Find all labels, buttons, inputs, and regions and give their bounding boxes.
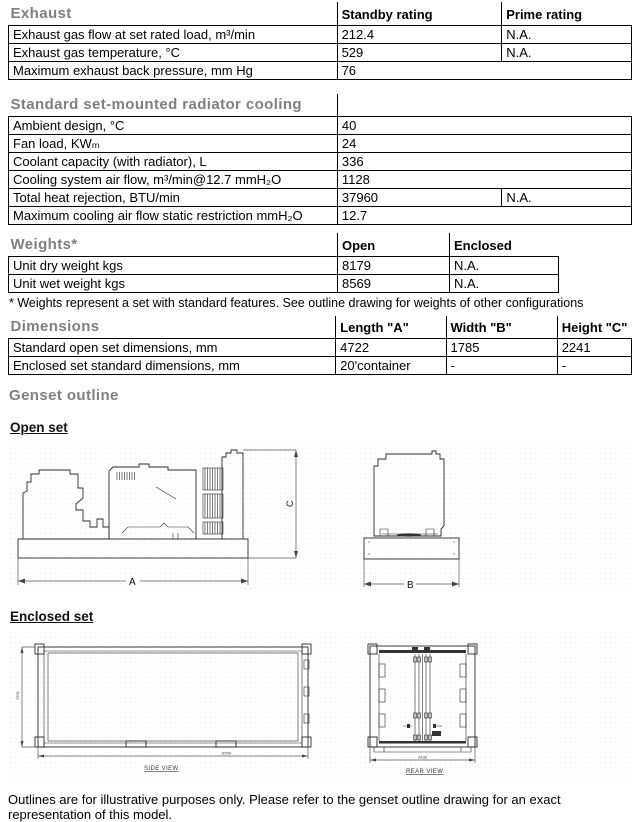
table-dimensions bbox=[8, 316, 632, 376]
radiator-hatch-1 bbox=[205, 468, 220, 490]
column-header: Enclosed bbox=[450, 233, 559, 256]
rear-width-arrow-left bbox=[370, 759, 376, 762]
dim-a-label: A bbox=[129, 577, 136, 588]
table-row bbox=[9, 25, 632, 43]
skid-base bbox=[18, 539, 248, 558]
radiator-hatch-2 bbox=[205, 494, 220, 518]
open-set-end-view-drawing bbox=[352, 441, 482, 593]
column-header: Standby rating bbox=[337, 2, 502, 25]
canopy-vent-hatch bbox=[117, 472, 135, 480]
enclosed-side-view-drawing bbox=[8, 630, 328, 782]
open-set-drawings bbox=[8, 441, 632, 593]
housing-outline bbox=[222, 450, 243, 539]
row-label: Exhaust gas temperature, °C bbox=[9, 43, 338, 61]
row-value: N.A. bbox=[502, 43, 632, 61]
row-value: - bbox=[557, 357, 631, 375]
table-row bbox=[9, 256, 559, 274]
row-label: Cooling system air flow, m³/min@12.7 mmH₂O bbox=[9, 171, 338, 189]
row-value: 2241 bbox=[557, 339, 631, 357]
table-row bbox=[9, 61, 632, 79]
corner-fitting bbox=[35, 644, 44, 654]
dimensions-table-host bbox=[8, 316, 632, 376]
handle-lug bbox=[433, 724, 436, 728]
weights-table-host bbox=[8, 233, 632, 293]
canopy-detail bbox=[122, 487, 194, 539]
side-height-dim-label: 2591 bbox=[15, 691, 20, 700]
bottom-rail bbox=[379, 741, 466, 744]
row-value: 76 bbox=[337, 61, 631, 79]
door-plate bbox=[432, 731, 441, 736]
corner-fitting bbox=[468, 644, 477, 654]
row-label: Fan load, KWₘ bbox=[9, 135, 338, 153]
table-row bbox=[9, 357, 632, 375]
row-label: Total heat rejection, BTU/min bbox=[9, 189, 338, 207]
side-height-arrow-top bbox=[21, 647, 24, 653]
column-header: Length "A" bbox=[336, 316, 446, 339]
row-label: Enclosed set standard dimensions, mm bbox=[9, 357, 336, 375]
container-inner-panel bbox=[48, 653, 298, 741]
door-header-mark bbox=[424, 647, 430, 651]
post-bracket bbox=[460, 689, 466, 702]
column-header: Prime rating bbox=[502, 2, 632, 25]
corner-fitting bbox=[368, 644, 377, 654]
column-header: Open bbox=[338, 233, 450, 256]
column-header: Width "B" bbox=[446, 316, 557, 339]
weights-footnote: * Weights represent a set with standard features. See outline drawing for weights of other configurations bbox=[9, 295, 584, 310]
side-view-caption: SIDE VIEW bbox=[144, 766, 179, 772]
corner-fitting bbox=[302, 737, 311, 747]
container-rails bbox=[44, 651, 302, 743]
footer-note: Outlines are for illustrative purposes only. Please refer to the genset outline drawing for an exact representation of this model. bbox=[8, 792, 561, 822]
corner-fitting bbox=[468, 737, 477, 747]
end-view-body bbox=[374, 451, 444, 536]
fork-pocket bbox=[126, 741, 146, 747]
row-value: 1128 bbox=[337, 171, 631, 189]
row-label: Ambient design, °C bbox=[9, 117, 338, 135]
row-value: - bbox=[446, 357, 557, 375]
door-lock-rods bbox=[415, 654, 430, 741]
side-length-dim bbox=[38, 747, 308, 759]
side-length-dim-label: 6058 bbox=[222, 750, 231, 756]
row-value: 336 bbox=[337, 153, 631, 171]
row-value: 12.7 bbox=[337, 207, 631, 225]
rear-view-caption: REAR VIEW bbox=[406, 769, 444, 775]
table-row bbox=[9, 171, 632, 189]
table-row bbox=[9, 117, 632, 135]
corner-fitting bbox=[35, 737, 44, 747]
door-header-mark bbox=[412, 647, 418, 651]
dim-b-arrow-left bbox=[364, 582, 371, 587]
row-label: Unit dry weight kgs bbox=[9, 256, 338, 274]
rear-width-dim-label: 2438 bbox=[418, 754, 427, 760]
top-rail bbox=[379, 650, 466, 653]
handle-lug bbox=[407, 724, 410, 728]
row-value: N.A. bbox=[502, 25, 632, 43]
row-value: 4722 bbox=[336, 339, 446, 357]
table-row bbox=[9, 135, 632, 153]
engine-outline bbox=[23, 470, 109, 539]
exhaust-table-host bbox=[8, 2, 632, 80]
row-value: N.A. bbox=[450, 256, 559, 274]
dim-c-arrow-top bbox=[294, 450, 298, 457]
row-value: 24 bbox=[337, 135, 631, 153]
row-value: 8569 bbox=[338, 274, 450, 292]
row-label: Maximum exhaust back pressure, mm Hg bbox=[9, 61, 338, 79]
table-title-exhaust: Exhaust bbox=[9, 2, 338, 25]
table-row bbox=[9, 339, 632, 357]
post-bracket bbox=[379, 664, 385, 677]
column-header bbox=[337, 94, 631, 117]
post-bracket bbox=[460, 664, 466, 677]
table-title-cooling: Standard set-mounted radiator cooling bbox=[9, 94, 338, 117]
dim-b-label: B bbox=[407, 580, 414, 591]
corner-fitting bbox=[368, 737, 377, 747]
table-weights bbox=[8, 233, 559, 293]
side-length-arrow-right bbox=[302, 755, 308, 758]
row-value: 20'container bbox=[336, 357, 446, 375]
enclosed-rear-view-drawing bbox=[360, 630, 490, 782]
radiator-hatch-3 bbox=[205, 522, 220, 534]
open-set-side-view-drawing bbox=[10, 441, 320, 593]
dim-a-arrow-left bbox=[18, 579, 25, 584]
end-view-base-detail bbox=[368, 542, 455, 554]
row-value: 1785 bbox=[446, 339, 557, 357]
enclosed-set-drawings bbox=[8, 630, 632, 782]
fork-pocket bbox=[216, 741, 236, 747]
genset-outline-title: Genset outline bbox=[9, 387, 119, 404]
table-exhaust bbox=[8, 2, 632, 80]
dim-c-label: C bbox=[285, 500, 295, 507]
row-value: 212.4 bbox=[337, 25, 502, 43]
row-value: 40 bbox=[337, 117, 631, 135]
dim-b-arrow-right bbox=[452, 582, 459, 587]
base-skid bbox=[374, 747, 471, 752]
open-set-label: Open set bbox=[10, 420, 68, 435]
row-value: 37960 bbox=[337, 189, 502, 207]
post-bracket bbox=[379, 714, 385, 727]
cooling-table-host bbox=[8, 94, 632, 226]
row-label: Exhaust gas flow at set rated load, m³/min bbox=[9, 25, 338, 43]
enclosed-set-label: Enclosed set bbox=[10, 609, 94, 624]
table-row bbox=[9, 43, 632, 61]
side-height-arrow-bottom bbox=[21, 741, 24, 747]
post-bracket bbox=[460, 714, 466, 727]
row-label: Coolant capacity (with radiator), L bbox=[9, 153, 338, 171]
dim-a-arrow-right bbox=[241, 579, 248, 584]
corner-fitting bbox=[302, 644, 311, 654]
table-row bbox=[9, 189, 632, 207]
row-label: Unit wet weight kgs bbox=[9, 274, 338, 292]
side-length-arrow-left bbox=[38, 755, 44, 758]
end-view-shaft bbox=[397, 533, 421, 536]
row-label: Standard open set dimensions, mm bbox=[9, 339, 336, 357]
row-value: N.A. bbox=[450, 274, 559, 292]
table-row bbox=[9, 207, 632, 225]
table-title-weights: Weights* bbox=[9, 233, 338, 256]
row-label: Maximum cooling air flow static restriction mmH₂O bbox=[9, 207, 338, 225]
rear-width-arrow-right bbox=[469, 759, 475, 762]
table-row bbox=[9, 153, 632, 171]
container-outer bbox=[38, 647, 308, 747]
row-value: 8179 bbox=[338, 256, 450, 274]
table-row bbox=[9, 274, 559, 292]
dim-c-arrow-bottom bbox=[294, 551, 298, 558]
table-cooling bbox=[8, 94, 632, 226]
side-height-dim bbox=[22, 647, 35, 747]
row-value: 529 bbox=[337, 43, 502, 61]
end-view-base bbox=[364, 538, 459, 559]
table-title-dimensions: Dimensions bbox=[9, 316, 336, 339]
row-value: N.A. bbox=[502, 189, 632, 207]
column-header: Height "C" bbox=[557, 316, 631, 339]
post-bracket bbox=[379, 689, 385, 702]
